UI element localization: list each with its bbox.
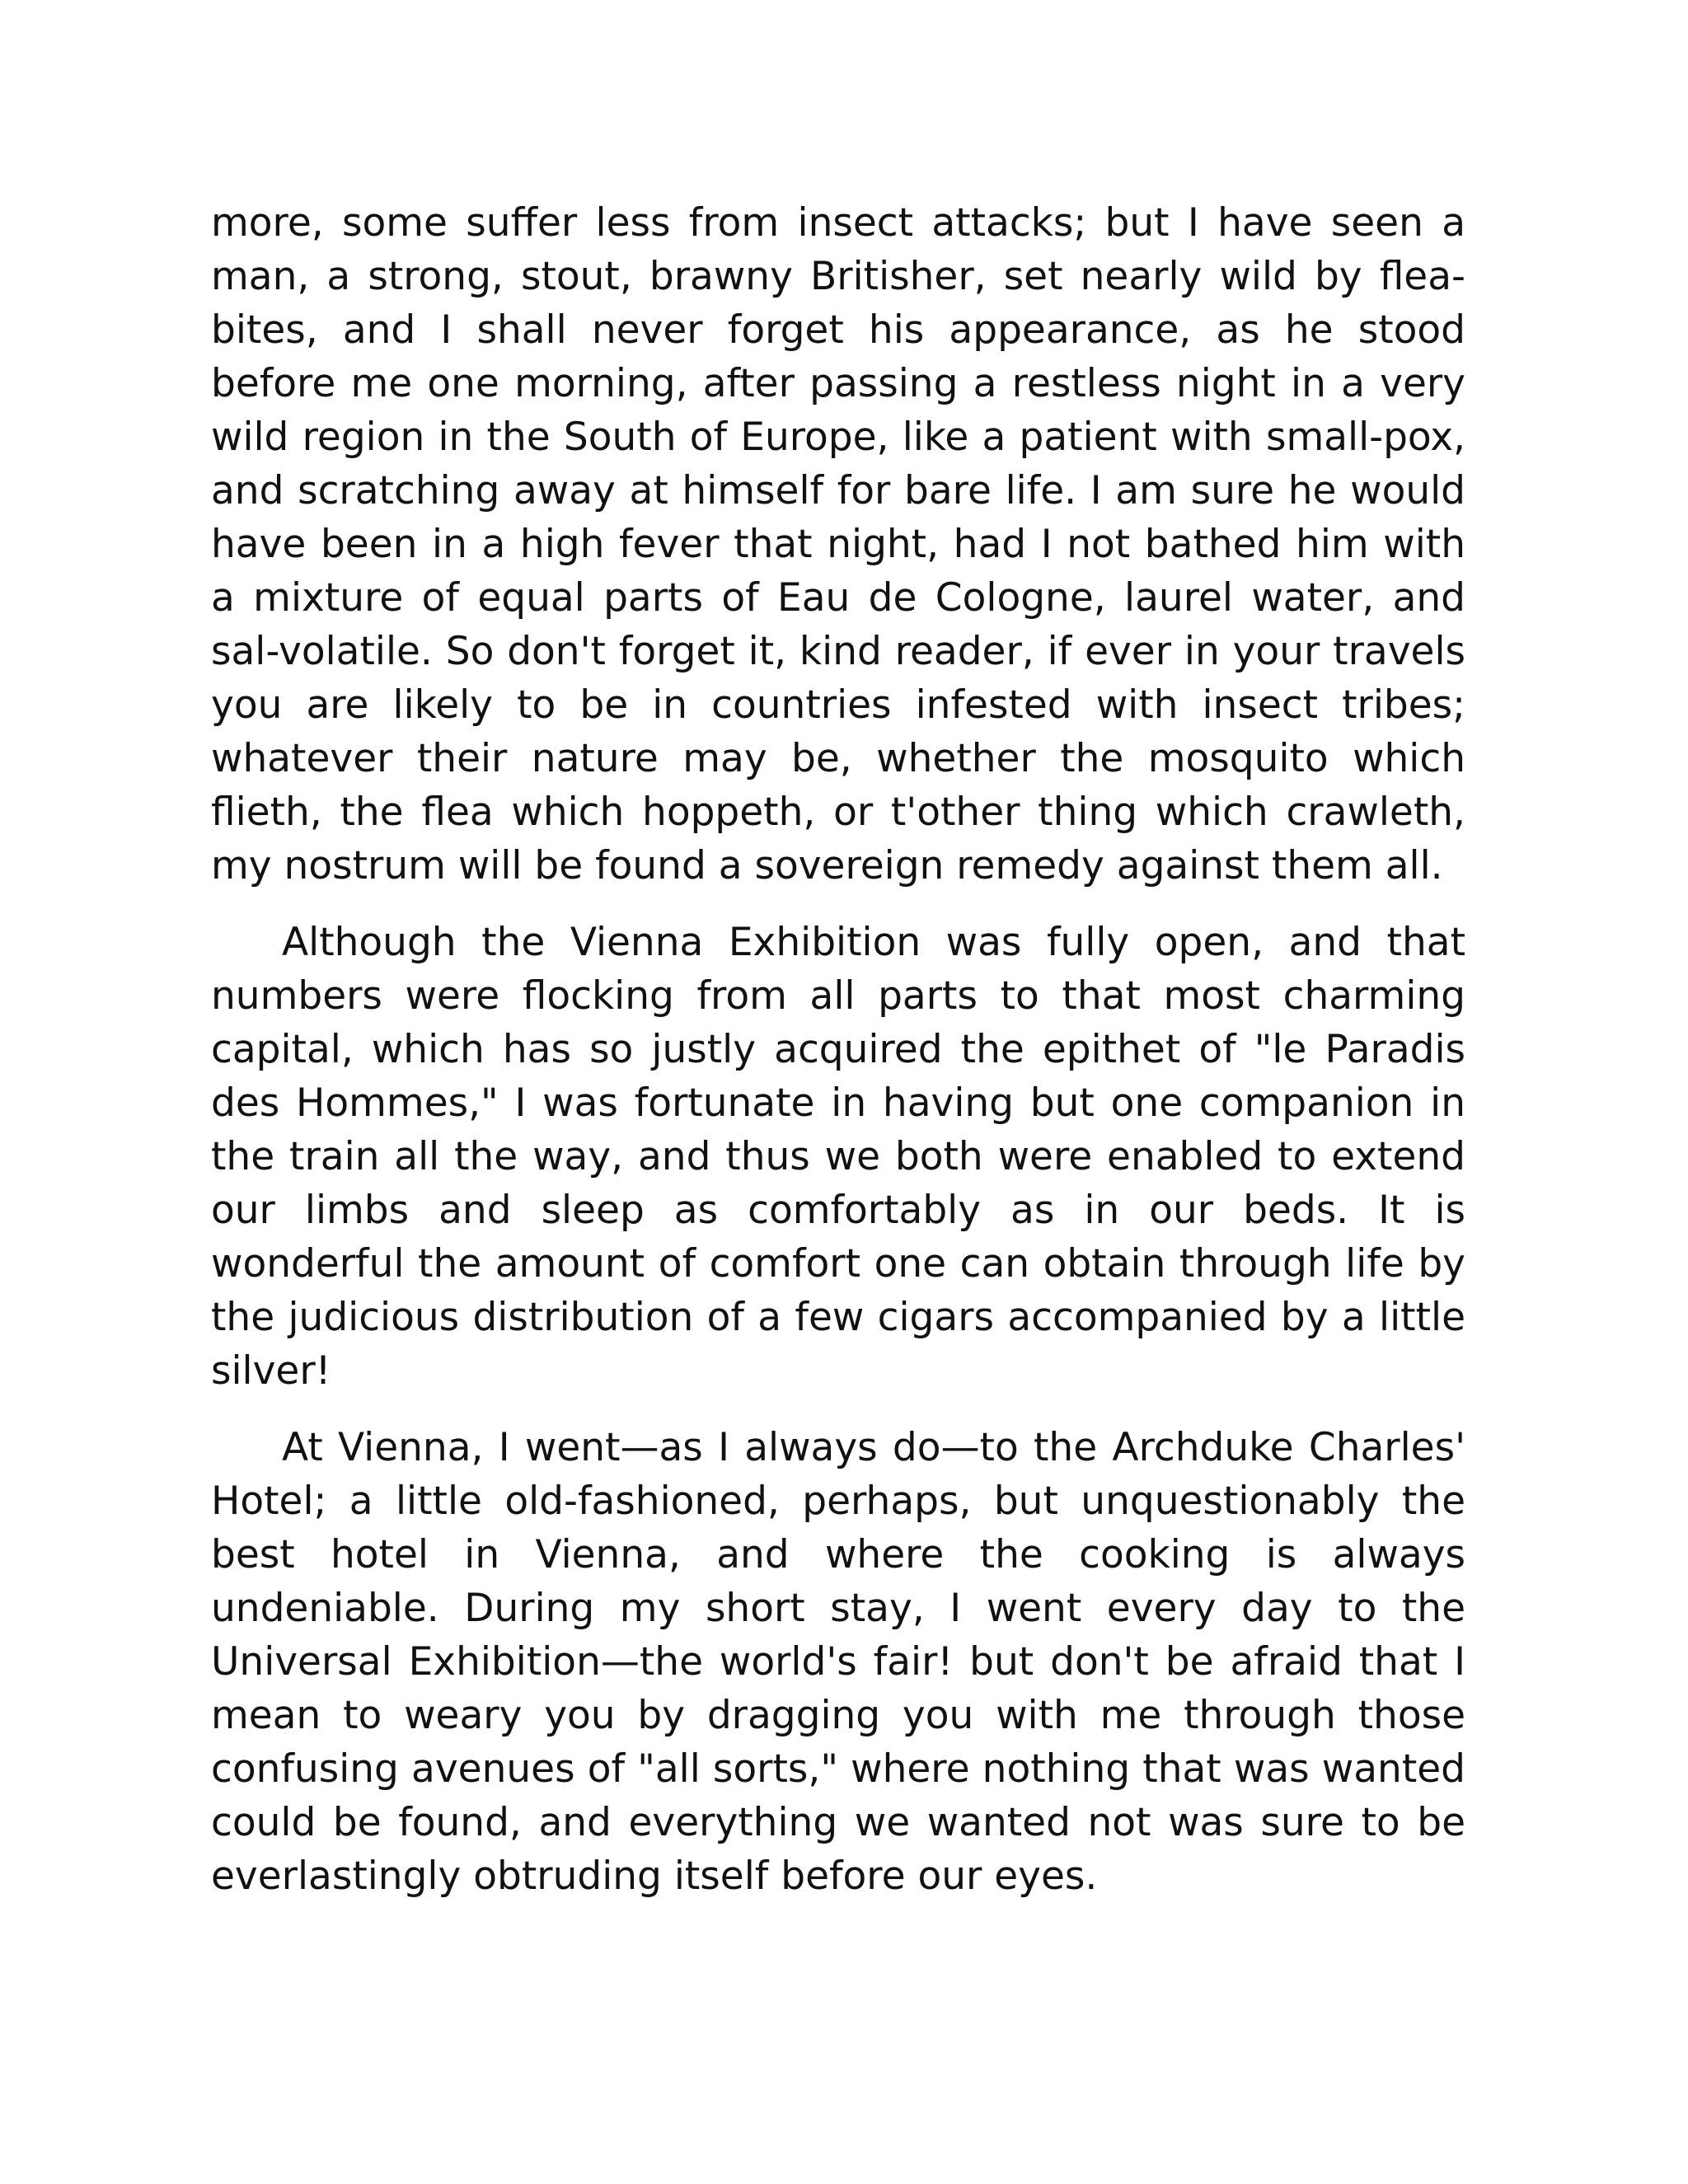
paragraph-2: Although the Vienna Exhibition was fully open, and that numbers were flocking from all parts to that most charming capital, which has so justly acquired the epithet of "le Paradis des Hommes," I was fortunate in having but one companion in the train all the way, and thus we both were enabled to extend our limbs and sleep as comfortably as in our beds. It is wonderful the amount of comfort one can obtain through life by the judicious distribution of a few cigars accompanied by a little silver! — [211, 920, 1465, 1394]
paragraph-1: more, some suffer less from insect attacks; but I have seen a man, a strong, stout, brawny Britisher, set nearly wild by flea-bites, and I shall never forget his appearance, as he stood before me one morning, after passing a restless night in a very wild region in the South of Europe, like a patient with small-pox, and scratching away at himself for bare life. I am sure he would have been in a high fever that night, had I not bathed him with a mixture of equal parts of Eau de Cologne, laurel water, and sal-volatile. So don't forget it, kind reader, if ever in your travels you are likely to be in countries infested with insect tribes; whatever their nature may be, whether the mosquito which flieth, the flea which hoppeth, or t'other thing which crawleth, my nostrum will be found a sovereign remedy against them all. — [211, 200, 1465, 888]
paragraph-3: At Vienna, I went—as I always do—to the Archduke Charles' Hotel; a little old-fashioned, perhaps, but unquestionably the best hotel in Vienna, and where the cooking is always undeniable. During my short stay, I went every day to the Universal Exhibition—the world's fair! but don't be afraid that I mean to weary you by dragging you with me through those confusing avenues of "all sorts," where nothing that was wanted could be found, and everything we wanted not was sure to be everlastingly obtruding itself before our eyes. — [211, 1425, 1465, 1899]
body-text — [211, 196, 1465, 1926]
